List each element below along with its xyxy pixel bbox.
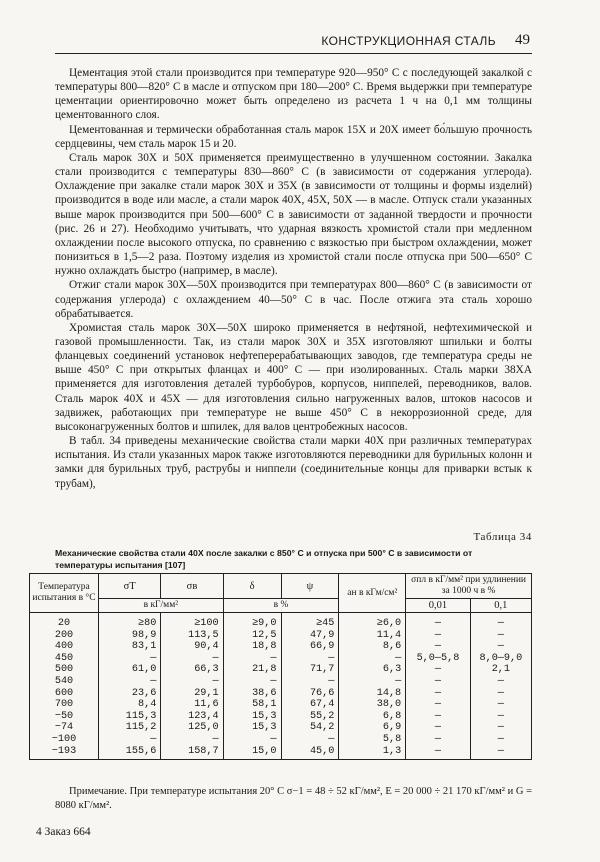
table-cell: ≥100 bbox=[194, 618, 219, 629]
table-cell: 8,0—9,0 bbox=[479, 652, 523, 664]
table-cell: — bbox=[434, 618, 442, 629]
col-delta bbox=[223, 613, 281, 760]
table-cell: −100 bbox=[51, 733, 77, 745]
table-cell: — bbox=[395, 675, 402, 687]
col-delta-header: δ bbox=[223, 574, 281, 599]
table-cell: 67,4 bbox=[309, 699, 335, 711]
table-cell: 71,7 bbox=[309, 664, 335, 676]
table-cell: — bbox=[497, 722, 504, 734]
table-cell: 5,8 bbox=[382, 733, 402, 745]
table-cell: −50 bbox=[54, 710, 74, 722]
table-cell: — bbox=[497, 629, 504, 641]
print-signature: 4 Заказ 664 bbox=[36, 826, 91, 838]
paragraph: Цементованная и термически обработанная сталь марок 15Х и 20Х имеет бо́льшую прочность сердцевины, чем сталь марок 15 и 20. bbox=[55, 123, 532, 150]
table-label: Таблица 34 bbox=[473, 531, 532, 543]
table-cell: — bbox=[150, 675, 157, 687]
table-cell: — bbox=[434, 675, 442, 687]
table-cell: 2,1 bbox=[491, 664, 511, 676]
table-cell: 58,1 bbox=[252, 699, 277, 711]
table-cell: 200 bbox=[54, 629, 74, 641]
unit-kg-header: в кГ/мм² bbox=[99, 599, 224, 613]
table-cell: 45,0 bbox=[309, 745, 335, 757]
page-header bbox=[55, 31, 532, 54]
table-cell: — bbox=[434, 722, 442, 734]
table-cell: — bbox=[497, 710, 504, 722]
table-cell: — bbox=[150, 733, 157, 745]
table-cell: — bbox=[212, 733, 219, 745]
table-cell: 8,6 bbox=[382, 641, 402, 653]
col-creep-001-header: 0,01 bbox=[406, 599, 471, 613]
col-creep-001 bbox=[406, 613, 471, 760]
table-cell: 115,3 bbox=[125, 710, 157, 722]
properties-table bbox=[29, 573, 532, 760]
table-cell: −74 bbox=[54, 722, 74, 734]
table-cell: 6,3 bbox=[382, 664, 402, 676]
col-sigma-t bbox=[99, 613, 161, 760]
table-cell: — bbox=[328, 675, 335, 687]
table-cell: 20 bbox=[57, 618, 71, 629]
table-cell: — bbox=[212, 652, 219, 664]
table-cell: 400 bbox=[54, 641, 74, 653]
col-sigma-v bbox=[161, 613, 223, 760]
table-cell: 55,2 bbox=[309, 710, 335, 722]
table-cell: — bbox=[434, 641, 442, 653]
table-cell: 11,4 bbox=[376, 629, 402, 641]
table-cell: — bbox=[270, 652, 277, 664]
table-cell: — bbox=[434, 664, 442, 676]
table-cell: 98,9 bbox=[131, 629, 157, 641]
table-cell: 54,2 bbox=[309, 722, 335, 734]
table-cell: 18,8 bbox=[252, 641, 277, 653]
col-psi-header: ψ bbox=[281, 574, 339, 599]
col-an-header: aн в кГм/см² bbox=[339, 574, 406, 613]
table-cell: 76,6 bbox=[309, 687, 335, 699]
table-cell: — bbox=[497, 733, 504, 745]
table-cell: 158,7 bbox=[188, 745, 219, 757]
table-cell: 21,8 bbox=[252, 664, 277, 676]
table-note: Примечание. При температуре испытания 20° С σ−1 = 48 ÷ 52 кГ/мм², E = 20 000 ÷ 21 170 кГ/мм² и G = 8080 кГ/мм². bbox=[55, 786, 532, 811]
table-cell: 1,3 bbox=[382, 745, 402, 757]
table-cell: 66,9 bbox=[309, 641, 335, 653]
col-temp-header: Температура испытания в °С bbox=[30, 574, 99, 613]
col-an bbox=[339, 613, 406, 760]
table-cell: 38,6 bbox=[252, 687, 277, 699]
table-cell: 29,1 bbox=[194, 687, 219, 699]
table-cell: — bbox=[497, 618, 504, 629]
table-cell: — bbox=[434, 710, 442, 722]
table-cell: — bbox=[497, 675, 504, 687]
col-sigma-t-header: σT bbox=[99, 574, 161, 599]
col-creep-01-header: 0,1 bbox=[470, 599, 531, 613]
table-cell: 38,0 bbox=[376, 699, 402, 711]
table-cell: 66,3 bbox=[194, 664, 219, 676]
unit-pct-header: в % bbox=[223, 599, 339, 613]
running-title: КОНСТРУКЦИОННАЯ СТАЛЬ bbox=[321, 34, 496, 48]
table-cell: — bbox=[270, 675, 277, 687]
col-psi bbox=[281, 613, 339, 760]
table-cell: 155,6 bbox=[125, 745, 157, 757]
table-cell: — bbox=[395, 652, 402, 664]
table-cell: 123,4 bbox=[188, 710, 219, 722]
table-cell: — bbox=[270, 733, 277, 745]
table-cell: 5,0—5,8 bbox=[416, 652, 460, 664]
table-cell: 6,8 bbox=[382, 710, 402, 722]
table-cell: 8,4 bbox=[137, 699, 157, 711]
col-creep-01 bbox=[470, 613, 531, 760]
table-cell: 11,6 bbox=[194, 699, 219, 711]
table-cell: 500 bbox=[54, 664, 74, 676]
table-cell: ≥80 bbox=[137, 618, 157, 629]
table-cell: 15,3 bbox=[252, 722, 277, 734]
col-creep-header: σпл в кГ/мм² при удлинении за 1000 ч в % bbox=[406, 574, 532, 599]
table-cell: — bbox=[434, 733, 442, 745]
table-cell: — bbox=[497, 745, 504, 757]
table-cell: 61,0 bbox=[131, 664, 157, 676]
table-cell: — bbox=[150, 652, 157, 664]
table-cell: — bbox=[212, 675, 219, 687]
table-cell: 47,9 bbox=[309, 629, 335, 641]
paragraph: Цементация этой стали производится при температуре 920—950° С с последующей закалкой с температуры 800—820° С в масле и отпуском при 180—200° С. Время выдержки при температуре цементации ориентировочно может быть определено из расчета 1 ч на 0,1 мм толщины цементованного слоя. bbox=[55, 67, 532, 122]
table-cell: ≥45 bbox=[316, 618, 335, 629]
table-cell: — bbox=[434, 687, 442, 699]
table-cell: 15,3 bbox=[252, 710, 277, 722]
table-cell: ≥6,0 bbox=[376, 618, 402, 629]
table-cell: 14,8 bbox=[376, 687, 402, 699]
table-cell: — bbox=[497, 641, 504, 653]
paragraph: Хромистая сталь марок 30Х—50Х широко применяется в нефтяной, нефтехимической и газовой промышленности. Так, из стали марок 30Х и 35Х изготовляют шпильки и болты фланцевых соединений установок нефтеперерабатывающих заводов, где температура среды не выше 450° С при открытых фланцах и 400° С — при изолированных. Сталь марки 38ХА применяется для изготовления деталей турбобуров, корпусов, ниппелей, переводников, валов. Сталь марок 40Х и 45Х — для изготовления сильно нагруженных валов, штоков насосов и задвижек, работающих при температуре не выше 450° С в некоррозионной среде, для высоконагруженных болтов и шпилек, для валов центробежных насосов. bbox=[55, 321, 532, 433]
table-cell: ≥9,0 bbox=[252, 618, 277, 629]
table-cell: −193 bbox=[51, 745, 77, 757]
paragraph: Сталь марок 30Х и 50Х применяется преимущественно в улучшенном состоянии. Закалка стали производится с температуры 830—860° С (в зависимости от содержания углерода). Охлаждение при закалке стали марок 30Х и 35Х (в зависимости от толщины и формы изделий) производится в воде или масле, а стали марок 40Х, 45Х, 50Х — в масле. Отпуск стали указанных выше марок производится при 500—600° С в зависимости от заданной твердости и прочности (рис. 26 и 27). Необходимо учитывать, что ударная вязкость хромистой стали при медленном охлаждении после высокого отпуска, по сравнению с вязкостью при быстром охлаждении, может понизиться в 1,5—2 раза. Поэтому изделия из хромистой стали после отпуска при 500—650° С нужно охлаждать быстро (например, в масле). bbox=[55, 151, 532, 278]
table-cell: — bbox=[497, 699, 504, 711]
page-number: 49 bbox=[515, 32, 530, 48]
table-cell: 83,1 bbox=[131, 641, 157, 653]
table-cell: 15,0 bbox=[252, 745, 277, 757]
col-sigma-v-header: σв bbox=[161, 574, 223, 599]
table-cell: 600 bbox=[54, 687, 74, 699]
table-cell: — bbox=[434, 629, 442, 641]
table-cell: 6,9 bbox=[382, 722, 402, 734]
table-cell: 700 bbox=[54, 699, 74, 711]
table-cell: 23,6 bbox=[131, 687, 157, 699]
table-cell: 450 bbox=[54, 652, 74, 664]
table-cell: 115,2 bbox=[125, 722, 157, 734]
table-cell: 90,4 bbox=[194, 641, 219, 653]
table-cell: — bbox=[434, 745, 442, 757]
table-cell: — bbox=[497, 687, 504, 699]
table-cell: — bbox=[434, 699, 442, 711]
table-cell: 113,5 bbox=[188, 629, 219, 641]
table-cell: 540 bbox=[54, 675, 74, 687]
table-cell: 125,0 bbox=[188, 722, 219, 734]
col-temp bbox=[30, 613, 99, 760]
table-cell: — bbox=[328, 652, 335, 664]
table-cell: 12,5 bbox=[252, 629, 277, 641]
paragraph: В табл. 34 приведены механические свойства стали марки 40Х при различных температурах испытания. Из стали указанных марок также изготовляются переводники для бурильных колонн и замки для бурильных труб, раструбы и ниппели (соединительные концы для приварки встык к трубам), bbox=[55, 435, 532, 490]
body-text bbox=[55, 66, 532, 491]
table-title: Механические свойства стали 40Х после закалки с 850° С и отпуска при 500° С в зависимости от температуры испытания [107] bbox=[55, 548, 473, 570]
table-cell: — bbox=[328, 733, 335, 745]
paragraph: Отжиг стали марок 30Х—50Х производится при температурах 800—860° С (в зависимости от содержания углерода) с охлаждением 40—50° С в час. После отжига эта сталь хорошо обрабатывается. bbox=[55, 279, 532, 320]
